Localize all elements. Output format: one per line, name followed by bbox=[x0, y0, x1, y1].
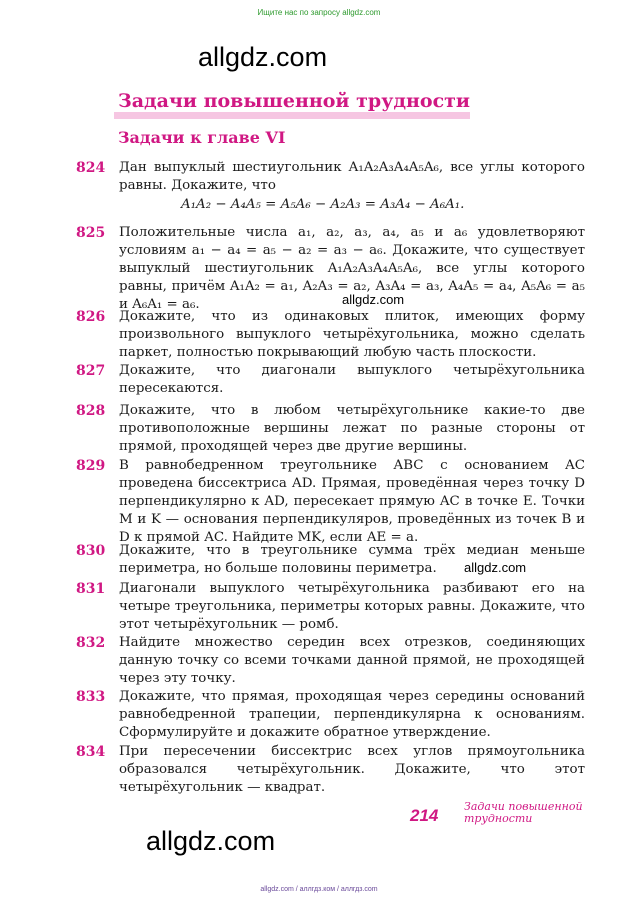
watermark-middle-1: allgdz.com bbox=[342, 292, 405, 307]
task-number: 831 bbox=[76, 581, 106, 597]
task-number: 828 bbox=[76, 403, 106, 419]
section-title: Задачи к главе VI bbox=[118, 128, 286, 147]
task-text: При пересечении биссектрис всех углов прямоугольника образовался четырёхугольник. Докажите, что этот четырёхугольник — квадрат. bbox=[119, 744, 585, 795]
task-text: Диагонали выпуклого четырёхугольника разбивают его на четыре треугольника, периметры которых равны. Докажите, что этот четырёхугольник — ромб. bbox=[119, 581, 585, 632]
task-text: Докажите, что из одинаковых плиток, имеющих форму произвольного выпуклого четырёхугольника, можно сделать паркет, полностью покрывающий любую часть плоскости. bbox=[119, 309, 585, 360]
task-text: Дан выпуклый шестиугольник A₁A₂A₃A₄A₅A₆, все углы которого равны. Докажите, что bbox=[119, 160, 585, 193]
chapter-title: Задачи повышенной трудности bbox=[118, 90, 471, 112]
task-number: 825 bbox=[76, 225, 106, 241]
task-text: Докажите, что в любом четырёхугольнике какие-то две противоположные вершины лежат по разные стороны от прямой, проходящей через две другие вершины. bbox=[119, 403, 585, 454]
task-number: 832 bbox=[76, 635, 106, 651]
task-number: 827 bbox=[76, 363, 106, 379]
task-number: 829 bbox=[76, 458, 106, 474]
task-text: Положительные числа a₁, a₂, a₃, a₄, a₅ и a₆ удовлетворяют условиям a₁ − a₄ = a₅ − a₂ = a₃ − a₆. Докажите, что существует выпуклый шестиугольник A₁A₂A₃A₄A₅A₆, все углы которого равны, причём A₁A₂ = a₁, A₂A₃ = a₂, A₃A₄ = a₃, A₄A₅ = a₄, A₅A₆ = a₅ и A₆A₁ = a₆. bbox=[119, 225, 585, 312]
watermark-bottom: allgdz.com bbox=[146, 826, 276, 856]
chapter-title-highlight bbox=[114, 112, 470, 119]
task-text: Докажите, что в треугольнике сумма трёх медиан меньше периметра, но больше половины периметра. bbox=[119, 543, 585, 576]
task-text: В равнобедренном треугольнике ABC с основанием AC проведена биссектриса AD. Прямая, проведённая через точку D перпендикулярно к AD, пересекает прямую AC в точке E. Точки M и K — основания перпендикуляров, проведённых из точек B и D к прямой AC. Найдите MK, если AE = a. bbox=[119, 458, 585, 545]
task-text: Найдите множество середин всех отрезков, соединяющих данную точку со всеми точками данной прямой, не проходящей через эту точку. bbox=[119, 635, 585, 686]
top-note: Ищите нас по запросу allgdz.com bbox=[257, 8, 381, 17]
task-number: 830 bbox=[76, 543, 106, 559]
task-text: Докажите, что прямая, проходящая через середины оснований равнобедренной трапеции, перпендикулярна к основаниям. Сформулируйте и докажите обратное утверждение. bbox=[119, 689, 585, 740]
task-number: 834 bbox=[76, 744, 106, 760]
task-number: 824 bbox=[76, 160, 106, 176]
watermark-middle-2: allgdz.com bbox=[464, 560, 527, 575]
running-title: Задачи повышенной трудности bbox=[464, 800, 583, 825]
task-number: 826 bbox=[76, 309, 106, 325]
footer-links: allgdz.com / аллгдз.ком / аллгдз.com bbox=[260, 886, 378, 893]
task-number: 833 bbox=[76, 689, 106, 705]
task-text: Докажите, что диагонали выпуклого четырёхугольника пересекаются. bbox=[119, 363, 585, 396]
watermark-top: allgdz.com bbox=[198, 42, 328, 72]
task-824-formula: A₁A₂ − A₄A₅ = A₅A₆ − A₂A₃ = A₃A₄ − A₆A₁. bbox=[181, 197, 465, 212]
page-number: 214 bbox=[410, 806, 439, 825]
